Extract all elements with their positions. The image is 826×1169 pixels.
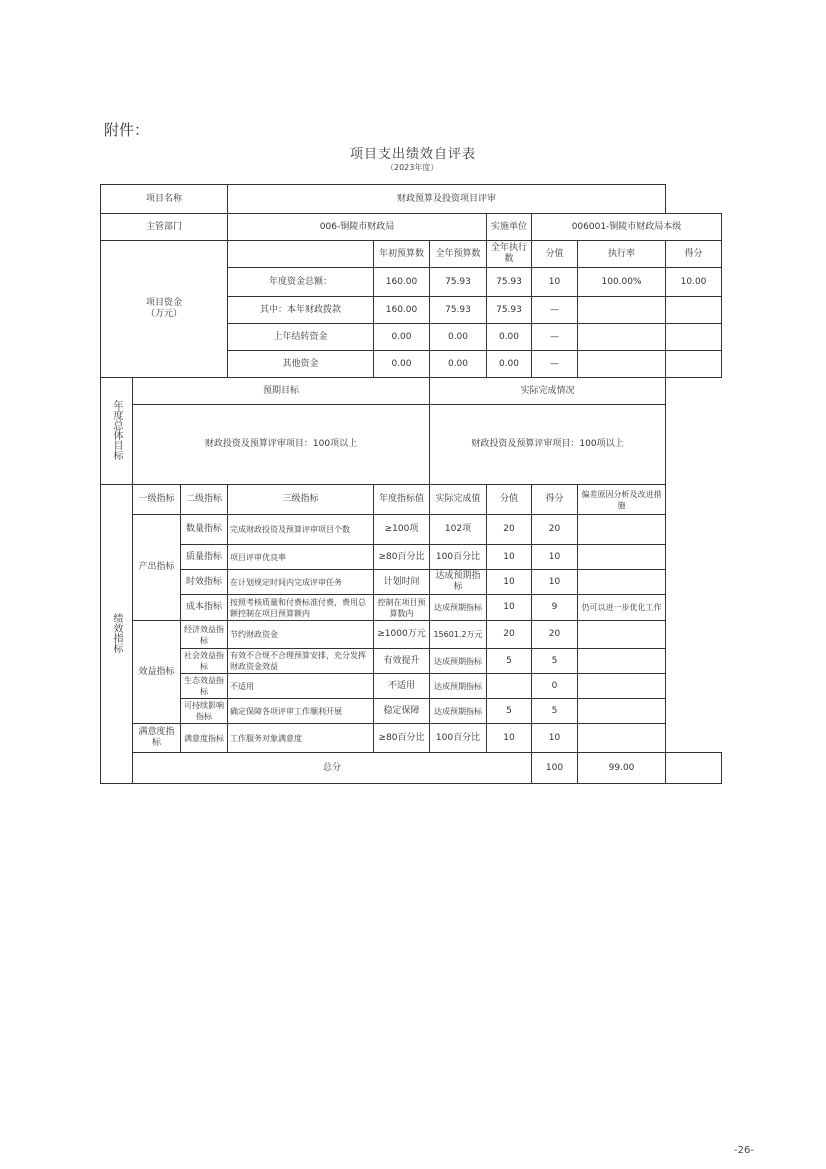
funds-label-line1: 项目资金	[145, 298, 182, 308]
actual: 100百分比	[430, 545, 487, 570]
perf-row	[101, 515, 722, 545]
funds-score	[666, 324, 722, 351]
annual-goal-label	[101, 378, 133, 485]
total-row	[101, 753, 722, 784]
funds-score-value: —	[532, 297, 578, 324]
value: 10	[487, 595, 532, 621]
score: 10	[532, 724, 578, 753]
funds-exec: 75.93	[487, 268, 532, 297]
funds-full: 75.93	[430, 297, 487, 324]
perf-row	[101, 595, 722, 621]
actual-goal: 财政投资及预算评审项目：100项以上	[430, 405, 666, 485]
perf-header: 分值	[487, 485, 532, 515]
perf-label-text: 绩效指标	[111, 612, 122, 653]
funds-rate	[578, 351, 666, 378]
value: 20	[487, 621, 532, 649]
total-label: 总分	[133, 753, 532, 784]
funds-header: 得分	[666, 241, 722, 268]
l2-quality: 质量指标	[181, 545, 228, 570]
funds-init: 0.00	[374, 324, 430, 351]
l3: 在计划规定时间内完成评审任务	[228, 570, 374, 595]
l3: 工作服务对象满意度	[228, 724, 374, 753]
funds-full: 0.00	[430, 351, 487, 378]
funds-row-name: 上年结转资金	[228, 324, 374, 351]
perf-header-row	[101, 485, 722, 515]
actual: 达成预期指标	[430, 674, 487, 699]
perf-label	[101, 485, 133, 784]
perf-row	[101, 674, 722, 699]
funds-blank-header	[228, 241, 374, 268]
target: ≥80百分比	[374, 545, 430, 570]
target: 不适用	[374, 674, 430, 699]
total-score: 99.00	[578, 753, 666, 784]
funds-exec: 0.00	[487, 351, 532, 378]
l3: 确定保障各项评审工作顺利开展	[228, 699, 374, 724]
dept-label: 主管部门	[101, 214, 228, 241]
l2-sustainable: 可持续影响指标	[181, 699, 228, 724]
score: 10	[532, 545, 578, 570]
target: ≥100项	[374, 515, 430, 545]
funds-exec: 75.93	[487, 297, 532, 324]
l2-social: 社会效益指标	[181, 649, 228, 674]
actual: 达成预期指标	[430, 699, 487, 724]
funds-exec: 0.00	[487, 324, 532, 351]
funds-init: 160.00	[374, 268, 430, 297]
performance-table	[100, 184, 722, 784]
perf-row	[101, 545, 722, 570]
perf-header: 年度指标值	[374, 485, 430, 515]
funds-header: 全年执行数	[487, 241, 532, 268]
target: 有效提升	[374, 649, 430, 674]
impl-label: 实施单位	[487, 214, 532, 241]
reason	[578, 515, 666, 545]
perf-header: 实际完成值	[430, 485, 487, 515]
reason	[578, 545, 666, 570]
funds-score: 10.00	[666, 268, 722, 297]
funds-label	[101, 241, 228, 378]
page-title: 项目支出绩效自评表	[349, 147, 476, 162]
perf-row	[101, 570, 722, 595]
reason	[578, 724, 666, 753]
project-name-row	[101, 185, 722, 214]
value: 10	[487, 724, 532, 753]
funds-rate: 100.00%	[578, 268, 666, 297]
l3: 项目评审优良率	[228, 545, 374, 570]
reason	[578, 570, 666, 595]
funds-rate	[578, 324, 666, 351]
l2-timeliness: 时效指标	[181, 570, 228, 595]
perf-header: 得分	[532, 485, 578, 515]
funds-label-line2: （万元）	[145, 309, 182, 319]
funds-header: 年初预算数	[374, 241, 430, 268]
goal-header-row	[101, 378, 722, 405]
funds-header: 分值	[532, 241, 578, 268]
value: 10	[487, 545, 532, 570]
reason: 仍可以进一步优化工作	[578, 595, 666, 621]
score: 5	[532, 699, 578, 724]
l1-output: 产出指标	[133, 515, 181, 621]
funds-header: 执行率	[578, 241, 666, 268]
funds-full: 0.00	[430, 324, 487, 351]
score: 20	[532, 621, 578, 649]
funds-score-value: —	[532, 324, 578, 351]
year-label: （2023年度）	[386, 163, 439, 172]
target: 稳定保障	[374, 699, 430, 724]
l3: 有效不合规不合理预算安排，充分发挥财政资金效益	[228, 649, 374, 674]
actual: 达成预期指标	[430, 649, 487, 674]
attachment-label: 附件：	[104, 121, 150, 139]
score: 0	[532, 674, 578, 699]
l2-cost: 成本指标	[181, 595, 228, 621]
actual: 达成预期指标	[430, 595, 487, 621]
reason	[578, 699, 666, 724]
reason	[578, 621, 666, 649]
project-name-label: 项目名称	[101, 185, 228, 214]
funds-score	[666, 351, 722, 378]
dept-row	[101, 214, 722, 241]
funds-score-value: 10	[532, 268, 578, 297]
funds-row-name: 年度资金总额：	[228, 268, 374, 297]
value: 5	[487, 649, 532, 674]
l3: 节约财政资金	[228, 621, 374, 649]
annual-goal-label-text: 年度总体目标	[111, 399, 122, 460]
l2-quantity: 数量指标	[181, 515, 228, 545]
impl-value: 006001-铜陵市财政局本级	[532, 214, 722, 241]
expected-goal: 财政投资及预算评审项目：100项以上	[133, 405, 430, 485]
funds-header: 全年预算数	[430, 241, 487, 268]
funds-score-value: —	[532, 351, 578, 378]
perf-row	[101, 699, 722, 724]
value: 20	[487, 515, 532, 545]
total-value: 100	[532, 753, 578, 784]
funds-full: 75.93	[430, 268, 487, 297]
funds-header-row	[101, 241, 722, 268]
dept-value: 006-铜陵市财政局	[228, 214, 487, 241]
reason	[578, 649, 666, 674]
funds-rate	[578, 297, 666, 324]
actual: 102项	[430, 515, 487, 545]
l3: 按照考核质量和付费标准付费，费用总额控制在项目预算额内	[228, 595, 374, 621]
target: 计划时间	[374, 570, 430, 595]
l2-satisfaction: 满意度指标	[181, 724, 228, 753]
l2-ecological: 生态效益指标	[181, 674, 228, 699]
actual: 达成预期指标	[430, 570, 487, 595]
funds-row-name: 其中：本年财政拨款	[228, 297, 374, 324]
perf-row	[101, 649, 722, 674]
score: 9	[532, 595, 578, 621]
perf-header: 三级指标	[228, 485, 374, 515]
reason	[578, 674, 666, 699]
goal-content-row	[101, 405, 722, 485]
target: ≥80百分比	[374, 724, 430, 753]
l2-economic: 经济效益指标	[181, 621, 228, 649]
funds-init: 0.00	[374, 351, 430, 378]
funds-init: 160.00	[374, 297, 430, 324]
actual-goal-header: 实际完成情况	[430, 378, 666, 405]
score: 20	[532, 515, 578, 545]
perf-header: 二级指标	[181, 485, 228, 515]
perf-row	[101, 724, 722, 753]
score: 10	[532, 570, 578, 595]
expected-goal-header: 预期目标	[133, 378, 430, 405]
value: 5	[487, 699, 532, 724]
l3: 不适用	[228, 674, 374, 699]
target: 控制在项目预算数内	[374, 595, 430, 621]
l3: 完成财政投资及预算评审项目个数	[228, 515, 374, 545]
target: ≥1000万元	[374, 621, 430, 649]
value	[487, 674, 532, 699]
page-number: -26-	[734, 1145, 754, 1156]
funds-row-name: 其他资金	[228, 351, 374, 378]
score: 5	[532, 649, 578, 674]
funds-score	[666, 297, 722, 324]
actual: 15601.2万元	[430, 621, 487, 649]
perf-row	[101, 621, 722, 649]
l1-benefit: 效益指标	[133, 621, 181, 724]
project-name-value: 财政预算及投资项目评审	[228, 185, 666, 214]
perf-header: 偏差原因分析及改进措施	[578, 485, 666, 515]
total-blank	[666, 753, 722, 784]
actual: 100百分比	[430, 724, 487, 753]
l1-satisfaction: 满意度指标	[133, 724, 181, 753]
value: 10	[487, 570, 532, 595]
perf-header: 一级指标	[133, 485, 181, 515]
